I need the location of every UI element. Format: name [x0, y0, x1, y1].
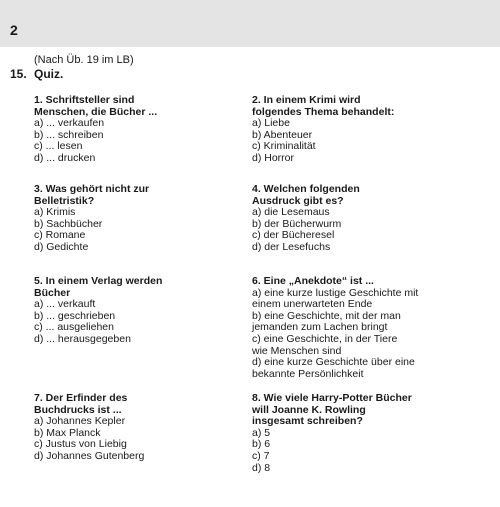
option-d: d) ... herausgegeben	[34, 332, 131, 345]
option-a: a) Liebe	[252, 117, 290, 130]
option-list	[252, 118, 482, 164]
question-2	[252, 95, 482, 165]
option-b: b) Sachbücher	[34, 217, 103, 230]
question-title: 7. Der Erfinder des Buchdrucks ist ...	[34, 392, 128, 416]
option-d: d) 8	[252, 461, 271, 474]
option-list	[252, 207, 482, 253]
option-a: a) ... verkauft	[34, 298, 96, 311]
option-list	[252, 428, 482, 474]
option-c: c) ... ausgeliehen	[34, 321, 114, 334]
option-b: b) ... schreiben	[34, 128, 104, 141]
option-c: c) ... lesen	[34, 140, 83, 153]
question-title: 1. Schriftsteller sind Menschen, die Bücher ...	[34, 94, 158, 118]
option-d: d) Horror	[252, 151, 295, 164]
source-note: (Nach Üb. 19 im LB)	[34, 54, 134, 66]
option-a: a) Krimis	[34, 206, 76, 219]
option-d: d) der Lesefuchs	[252, 240, 331, 253]
question-5	[34, 276, 264, 346]
option-c: c) Justus von Liebig	[34, 438, 127, 451]
question-title: 4. Welchen folgenden Ausdruck gibt es?	[252, 183, 360, 207]
option-a: a) 5	[252, 426, 271, 439]
question-8	[252, 393, 482, 474]
question-title: 5. In einem Verlag werden Bücher	[34, 275, 163, 299]
option-b: b) der Bücherwurm	[252, 217, 342, 230]
exercise-title	[10, 66, 63, 82]
unit-number: 2	[10, 22, 18, 38]
page-header	[0, 0, 500, 47]
option-b: b) 6	[252, 438, 271, 451]
question-3	[34, 184, 264, 254]
option-b: b) Abenteuer	[252, 128, 313, 141]
option-a: a) ... verkaufen	[34, 117, 105, 130]
option-list	[34, 416, 264, 462]
option-b: b) eine Geschichte, mit der man jemanden zum Lachen bringt	[252, 309, 401, 334]
option-list	[252, 288, 482, 381]
question-title: 6. Eine „Anekdote“ ist ...	[252, 275, 374, 287]
option-c: c) der Bücheresel	[252, 229, 335, 242]
option-list	[34, 207, 264, 253]
option-c: c) Kriminalität	[252, 140, 316, 153]
exercise-label: Quiz.	[34, 67, 64, 81]
option-list	[34, 118, 264, 164]
option-c: c) Romane	[34, 229, 86, 242]
option-c: c) eine Geschichte, in der Tiere wie Menschen sind	[252, 332, 398, 357]
option-b: b) ... geschrieben	[34, 309, 116, 322]
question-4	[252, 184, 482, 254]
option-list	[34, 299, 264, 345]
question-title: 2. In einem Krimi wird folgendes Thema behandelt:	[252, 94, 395, 118]
option-d: d) Gedichte	[34, 240, 89, 253]
question-7	[34, 393, 264, 463]
question-title: 3. Was gehört nicht zur Belletristik?	[34, 183, 150, 207]
option-d: d) Johannes Gutenberg	[34, 449, 145, 462]
exercise-number: 15.	[10, 67, 27, 81]
question-6	[252, 276, 482, 380]
question-1	[34, 95, 264, 165]
option-d: d) ... drucken	[34, 151, 96, 164]
option-c: c) 7	[252, 449, 270, 462]
option-a: a) eine kurze lustige Geschichte mit einem unerwarteten Ende	[252, 286, 419, 311]
option-b: b) Max Planck	[34, 426, 101, 439]
option-d: d) eine kurze Geschichte über eine bekannte Persönlichkeit	[252, 356, 415, 380]
question-title: 8. Wie viele Harry-Potter Bücher will Joanne K. Rowling insgesamt schreiben?	[252, 392, 412, 428]
option-a: a) Johannes Kepler	[34, 415, 126, 428]
option-a: a) die Lesemaus	[252, 206, 330, 219]
